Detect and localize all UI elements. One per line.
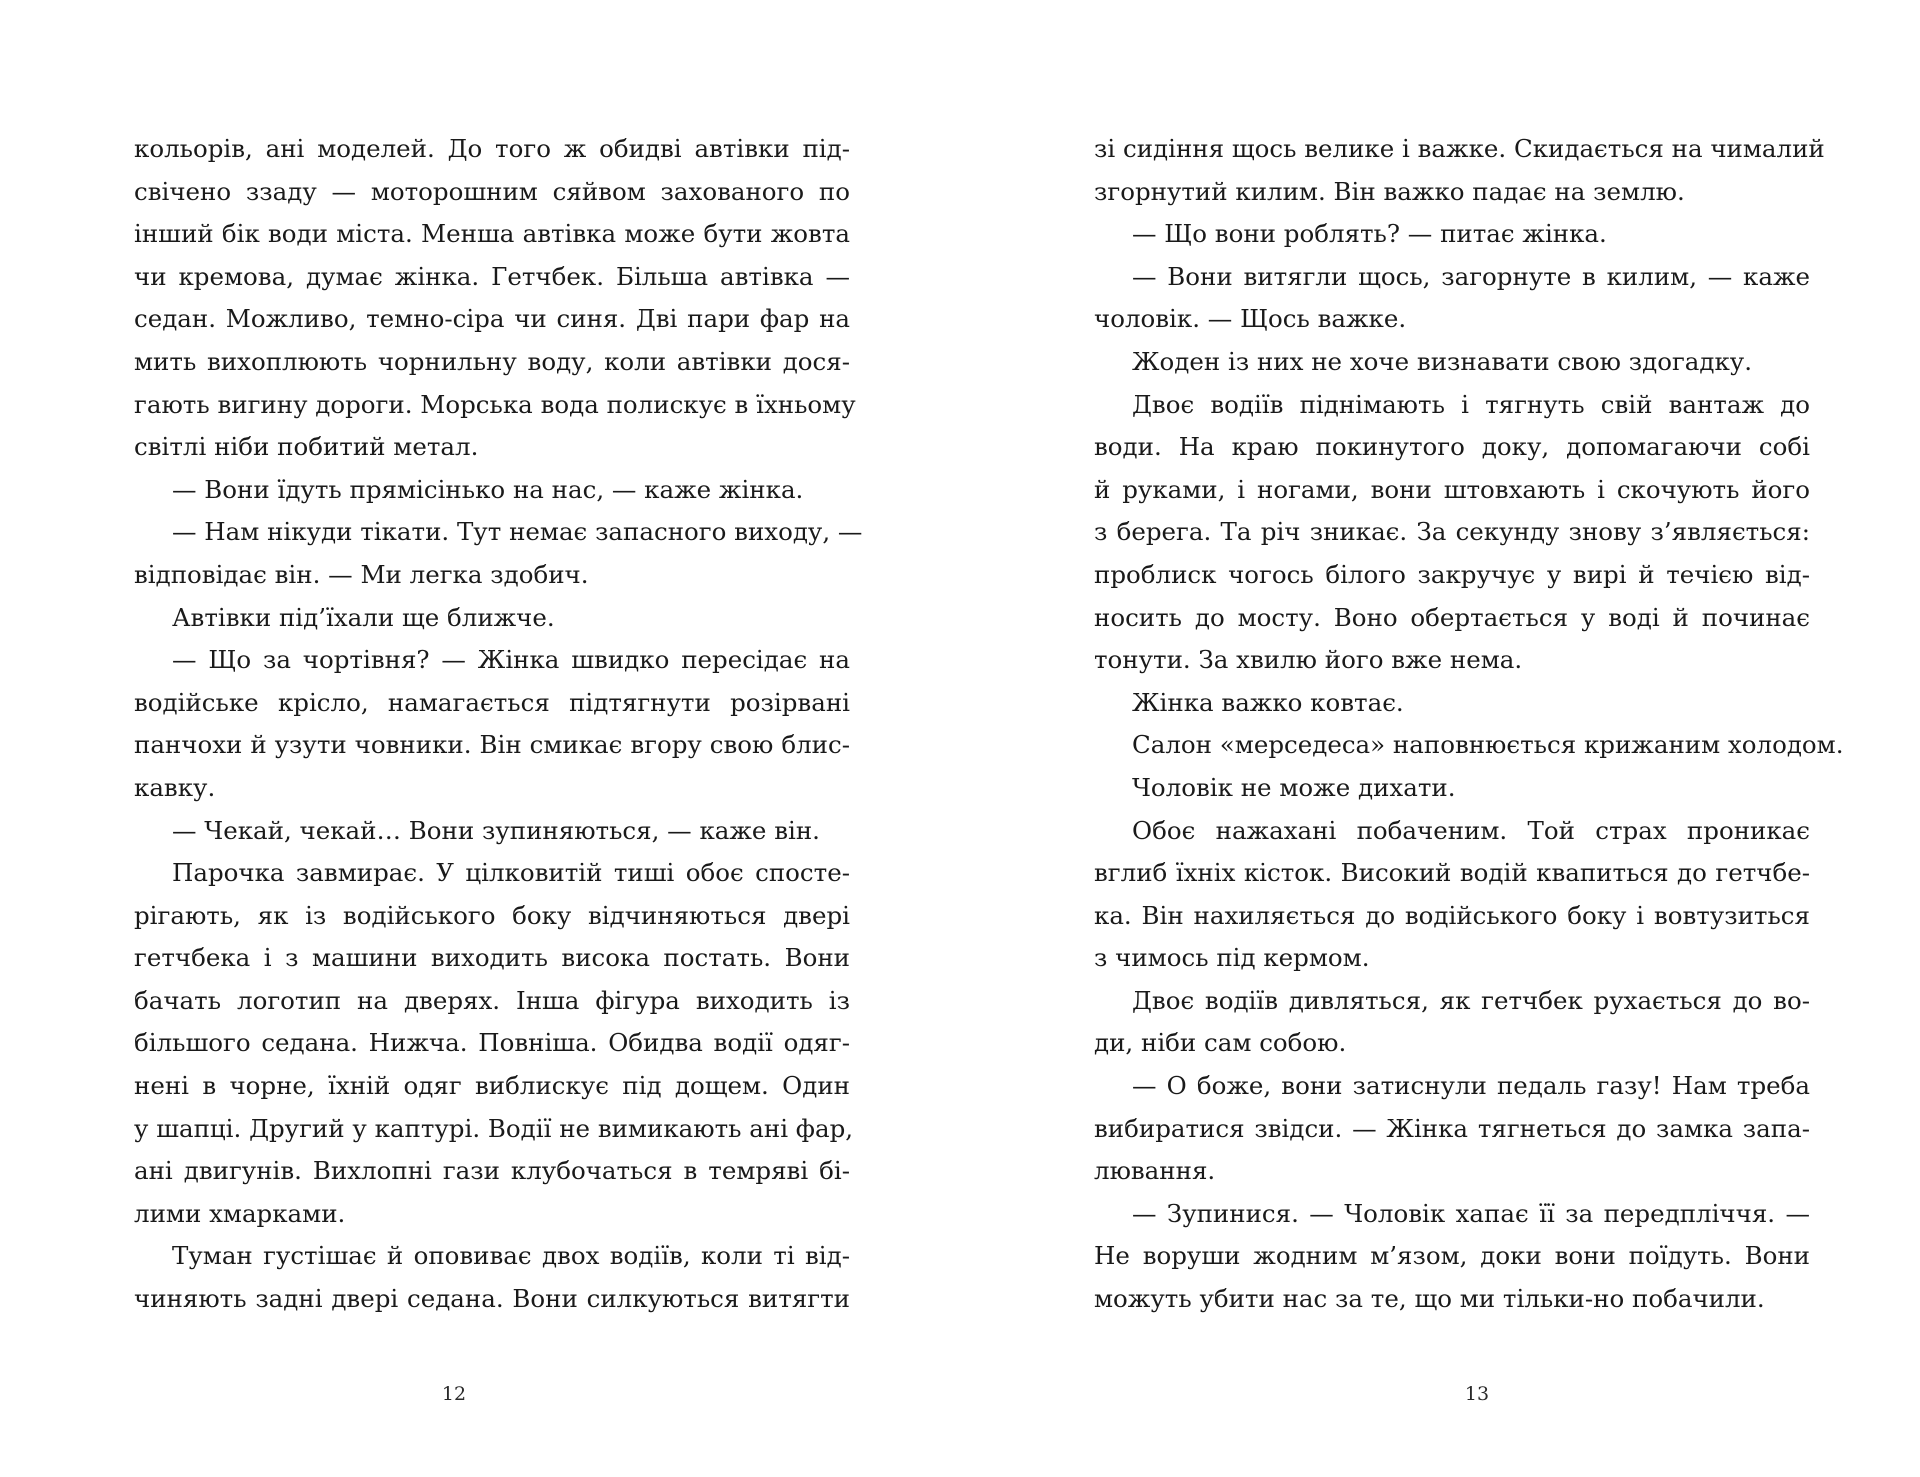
text-line: чиняють задні двері седана. Вони силкуються витягти — [134, 1284, 850, 1314]
text-line: свічено ззаду — моторошним сяйвом захованого по — [134, 176, 850, 206]
text-line: згорнутий килим. Він важко падає на землю. — [1094, 176, 1685, 206]
text-line: Салон «мерседеса» наповнюється крижаним холодом. — [1132, 730, 1844, 760]
text-line: носить до мосту. Воно обертається у воді й починає — [1094, 602, 1810, 632]
text-line: бачать логотип на дверях. Інша фігура виходить із — [134, 985, 850, 1015]
text-line: Жоден із них не хоче визнавати свою здогадку. — [1132, 346, 1753, 376]
text-line: — Що за чортівня? — Жінка швидко пересідає на — [172, 645, 850, 675]
text-line: інший бік води міста. Менша автівка може бути жовта — [134, 219, 850, 249]
text-line: — Вони витягли щось, загорнуте в килим, — каже — [1132, 261, 1810, 291]
text-line: гетчбека і з машини виходить висока постать. Вони — [134, 943, 850, 973]
text-line: Чоловік не може дихати. — [1132, 772, 1456, 802]
text-line: кольорів, ані моделей. До того ж обидві автівки під- — [134, 134, 850, 163]
text-line: Не воруши жодним м’язом, доки вони поїдуть. Вони — [1094, 1241, 1810, 1271]
text-line: — Чекай, чекай… Вони зупиняються, — каже він. — [172, 815, 820, 845]
text-line: панчохи й узути човники. Він смикає вгору свою блис- — [134, 730, 850, 760]
text-line: мить вихоплюють чорнильну воду, коли автівки дося- — [134, 346, 850, 376]
text-line: лювання. — [1094, 1156, 1216, 1186]
text-line: води. На краю покинутого доку, допомагаючи собі — [1094, 432, 1810, 462]
text-line: можуть убити нас за те, що ми тільки-но побачили. — [1094, 1284, 1765, 1314]
text-line: тонути. За хвилю його вже нема. — [1094, 645, 1523, 675]
text-line: водійське крісло, намагається підтягнути розірвані — [134, 687, 850, 717]
text-line: й руками, і ногами, вони штовхають і скочують його — [1094, 474, 1810, 504]
text-line: Туман густішає й оповиває двох водіїв, коли ті від- — [172, 1241, 850, 1271]
text-line: з чимось під кермом. — [1094, 943, 1370, 973]
text-line: — Зупинися. — Чоловік хапає її за передпліччя. — — [1132, 1198, 1810, 1228]
text-line: Парочка завмирає. У цілковитій тиші обоє спосте- — [172, 858, 850, 888]
text-line: Двоє водіїв дивляться, як гетчбек рухається до во- — [1132, 985, 1810, 1015]
text-line: — О боже, вони затиснули педаль газу! Нам треба — [1132, 1071, 1810, 1101]
text-line: Обоє нажахані побаченим. Той страх проникає — [1132, 815, 1810, 845]
text-line: ди, ніби сам собою. — [1094, 1028, 1347, 1058]
text-line: — Нам нікуди тікати. Тут немає запасного виходу, — — [172, 517, 863, 547]
text-line: чи кремова, думає жінка. Гетчбек. Більша автівка — — [134, 261, 850, 291]
text-line: чоловік. — Щось важке. — [1094, 304, 1407, 334]
left-page-text — [134, 128, 863, 1321]
text-line: більшого седана. Нижча. Повніша. Обидва водії одяг- — [134, 1028, 850, 1058]
text-line: — Що вони роблять? — питає жінка. — [1132, 219, 1607, 249]
text-line: лими хмарками. — [134, 1198, 346, 1228]
text-line: ані двигунів. Вихлопні гази клубочаться в темряві бі- — [134, 1156, 850, 1186]
text-line: вглиб їхніх кісток. Високий водій квапиться до гетчбе- — [1094, 858, 1810, 888]
text-line: проблиск чогось білого закручує у вирі й течією від- — [1094, 559, 1810, 589]
text-line: рігають, як із водійського боку відчиняються двері — [134, 900, 850, 930]
page-number-right: 13 — [1464, 1383, 1490, 1405]
text-line: світлі ніби побитий метал. — [134, 432, 479, 462]
text-line: зі сидіння щось велике і важке. Скидається на чималий — [1094, 134, 1825, 163]
text-line: відповідає він. — Ми легка здобич. — [134, 559, 589, 589]
page-number-left: 12 — [441, 1383, 467, 1405]
text-line: — Вони їдуть прямісінько на нас, — каже жінка. — [172, 474, 804, 504]
text-line: седан. Можливо, темно-сіра чи синя. Дві пари фар на — [134, 304, 850, 334]
right-page-text — [1094, 128, 1844, 1321]
text-line: з берега. Та річ зникає. За секунду знову з’являється: — [1094, 517, 1810, 547]
text-line: Автівки під’їхали ще ближче. — [172, 602, 555, 632]
text-line: Жінка важко ковтає. — [1132, 687, 1404, 717]
text-line: вибиратися звідси. — Жінка тягнеться до замка запа- — [1094, 1113, 1810, 1143]
text-line: гають вигину дороги. Морська вода полискує в їхньому — [134, 389, 856, 419]
text-line: ка. Він нахиляється до водійського боку і вовтузиться — [1094, 900, 1810, 930]
text-line: Двоє водіїв піднімають і тягнуть свій вантаж до — [1132, 389, 1810, 419]
text-line: кавку. — [134, 772, 216, 802]
text-line: у шапці. Другий у каптурі. Водії не вимикають ані фар, — [134, 1113, 854, 1143]
text-line: нені в чорне, їхній одяг виблискує під дощем. Один — [134, 1071, 850, 1101]
